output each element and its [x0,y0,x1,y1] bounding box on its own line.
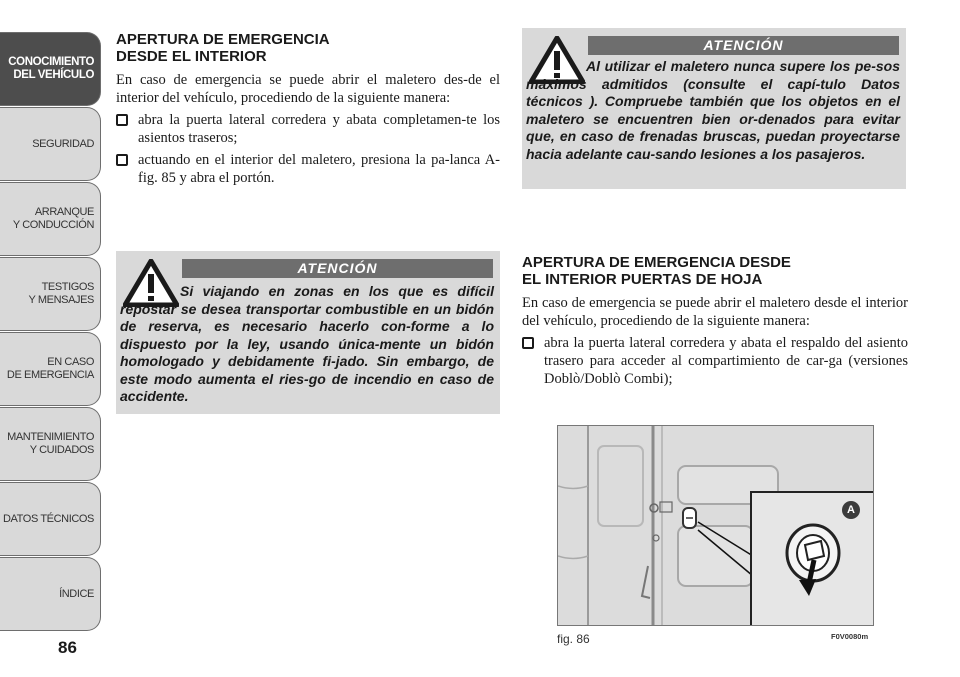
list-item [522,334,908,388]
checkbox-bullet-icon [116,154,128,166]
warning-text: Si viajando en zonas en los que es difícil repostar se desea transportar combustible en un bidón de reserva, es necesario hacerlo con-forme a lo dispuesto por la ley, usando única-mente un bidón homologado y debidamente fi-jado. Sin embargo, de este modo aumenta el ries-go de incendio en caso de accidente. [120,283,494,404]
tab-datos-tecnicos[interactable]: DATOS TÉCNICOS [0,482,101,556]
figure-86-illustration [557,425,874,626]
tab-conocimiento-del-vehiculo[interactable]: CONOCIMIENTO DEL VEHÍCULO [0,32,101,106]
checkbox-bullet-icon [116,114,128,126]
list-item-text: actuando en el interior del maletero, presiona la pa-lanca A-fig. 85 y abra el portón. [138,152,500,186]
list-item-text: abra la puerta lateral corredera y abata el respaldo del asiento trasero para acceder al compartimiento de car-ga (versiones Doblò/Doblò Combi); [544,335,908,387]
tab-indice[interactable]: ÍNDICE [0,557,101,631]
callout-label-a: A [842,501,860,519]
door-handle-illustration [558,426,874,626]
warning-title: ATENCIÓN [182,259,493,278]
warning-box-fuel [116,251,500,414]
warning-box-load [522,28,906,189]
figure-caption: fig. 86 [557,632,590,646]
left-column [116,31,500,187]
intro-paragraph: En caso de emergencia se puede abrir el maletero des-de el interior del vehículo, procediendo de la siguiente manera: [116,72,500,106]
heading-line-2: DESDE EL INTERIOR [116,48,267,65]
tab-seguridad[interactable]: SEGURIDAD [0,107,101,181]
tab-testigos-y-mensajes[interactable]: TESTIGOS Y MENSAJES [0,257,101,331]
checkbox-bullet-icon [522,337,534,349]
heading-line-2: EL INTERIOR PUERTAS DE HOJA [522,271,763,288]
warning-text: Al utilizar el maletero nunca supere los pe-sos máximos admitidos (consulte el capí-tulo Datos técnicos ). Compruebe también que los objetos en el maletero se encuentren bien or-denados para evitar que, en caso de frenadas bruscas, puedan proyectarse hacia adelante cau-sando lesiones a los pasajeros. [526,58,900,162]
page-number: 86 [58,638,77,657]
section-heading-doors [522,254,908,288]
list-item [116,111,500,147]
intro-paragraph: En caso de emergencia se puede abrir el maletero desde el interior del vehículo, procediendo de la siguiente manera: [522,295,908,329]
heading-line-1: APERTURA DE EMERGENCIA [116,31,330,48]
list-item-text: abra la puerta lateral corredera y abata completamen-te los asientos traseros; [138,112,500,146]
heading-line-1: APERTURA DE EMERGENCIA DESDE [522,254,791,271]
warning-title: ATENCIÓN [588,36,899,55]
right-column [522,254,908,388]
tab-en-caso-de-emergencia[interactable]: EN CASO DE EMERGENCIA [0,332,101,406]
figure-code: F0V0080m [831,632,869,641]
tab-arranque-y-conduccion[interactable]: ARRANQUE Y CONDUCCIÓN [0,182,101,256]
list-item [116,151,500,187]
section-heading-interior [116,31,500,65]
tab-mantenimiento-y-cuidados[interactable]: MANTENIMIENTO Y CUIDADOS [0,407,101,481]
